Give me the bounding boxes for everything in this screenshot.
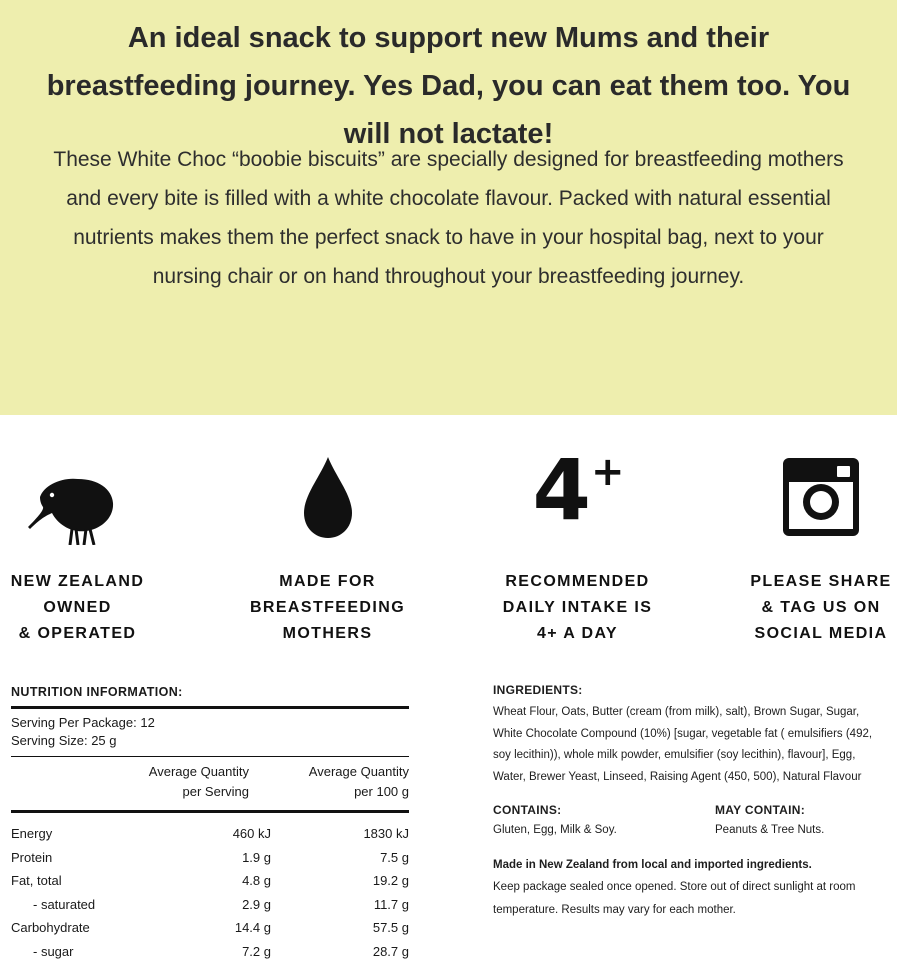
servings-per-package: Serving Per Package: 12 [11,715,155,730]
four-glyph: 4 [532,441,591,539]
may-contain-text: Peanuts & Tree Nuts. [715,824,825,836]
contains-title: CONTAINS: [493,803,562,817]
ingredients-panel [493,683,888,921]
header-per-100g: Average Quantity per 100 g [308,764,409,799]
table-row: Energy 460 kJ 1830 kJ [11,826,409,841]
instagram-icon[interactable] [783,458,859,540]
nutrition-column-headers [11,757,409,810]
table-row: - sugar 7.2 g 28.7 g [33,943,409,959]
table-row: Fat, total 4.8 g 19.2 g [11,873,409,888]
made-in-statement: Made in New Zealand from local and imported ingredients. [493,859,812,871]
hero-banner [0,0,897,415]
nutrition-rows [11,813,409,963]
storage-instructions: Keep package sealed once opened. Store out of direct sunlight at room temperature. Results may vary for each mother. [493,881,856,916]
nutrition-title: NUTRITION INFORMATION: [11,685,183,699]
kiwi-bird-icon [28,455,128,545]
may-contain-title: MAY CONTAIN: [715,803,806,817]
ingredients-title: INGREDIENTS: [493,683,583,697]
contains-text: Gluten, Egg, Milk & Soy. [493,824,617,836]
four-plus-icon [532,441,625,539]
feature-label-nz: NEW ZEALAND OWNED & OPERATED [10,573,145,642]
table-row: Protein 1.9 g 7.5 g [11,849,409,865]
allergen-info [493,800,888,841]
feature-label-social: PLEASE SHARE & TAG US ON SOCIAL MEDIA [750,573,892,642]
nutrition-panel [11,685,409,963]
hero-description: These White Choc “boobie biscuits” are specially designed for breastfeeding mothers and every bite is filled with a white chocolate flavour. Packed with natural essential nutrients makes them the perfect snack to have in your hospital bag, next to your nursing chair or on hand throughout your breastfeeding journey. [53,148,844,288]
serving-size: Serving Size: 25 g [11,733,117,748]
milk-drop-icon [298,455,358,540]
plus-glyph: + [590,449,625,495]
hero-title: An ideal snack to support new Mums and their breastfeeding journey. Yes Dad, you can eat them too. You will not lactate! [46,22,851,150]
header-per-serving: Average Quantity per Serving [148,764,249,799]
may-contain-block [715,800,824,841]
ingredients-text: Wheat Flour, Oats, Butter (cream (from milk), salt), Brown Sugar, Sugar, White Chocolate Compound (10%) [sugar, vegetable fat ( emulsifiers (492, soy lecithin)), whole milk powder, emulsifier (soy lecithin), flavour], Egg, Water, Brewer Yeast, Linseed, Raising Agent (450, 500), Natural Flavour [493,706,873,783]
feature-label-breastfeeding: MADE FOR BREASTFEEDING MOTHERS [249,573,406,642]
feature-label-intake: RECOMMENDED DAILY INTAKE IS 4+ A DAY [502,573,653,642]
serving-info [11,709,409,756]
table-row: - saturated 2.9 g 11.7 g [33,896,409,912]
contains-block [493,800,715,841]
table-row: Carbohydrate 14.4 g 57.5 g [11,920,409,935]
